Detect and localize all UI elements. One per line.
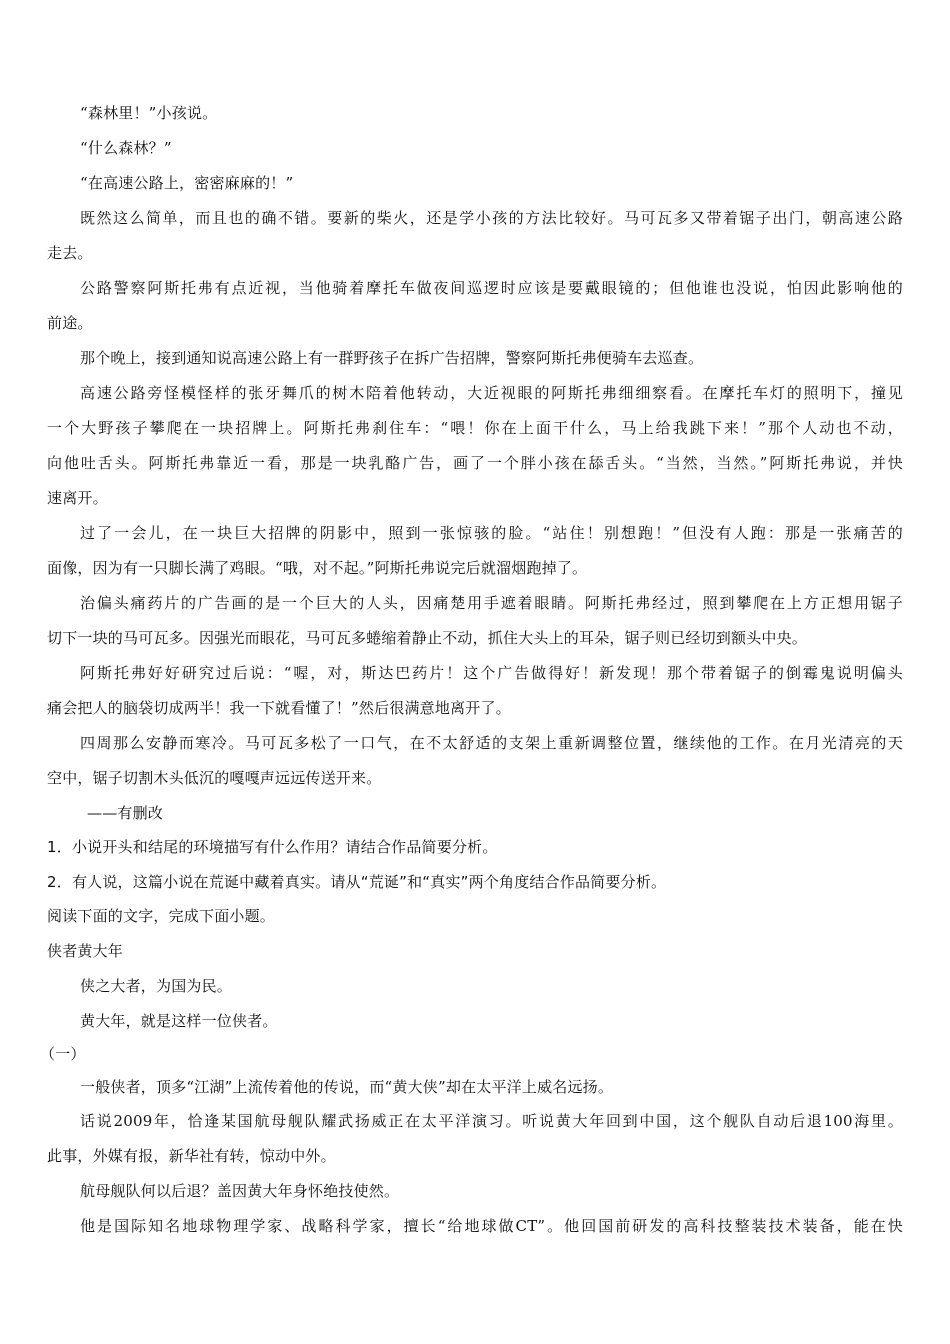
- question-1: 1．小说开头和结尾的环境描写有什么作用？请结合作品简要分析。: [47, 838, 498, 856]
- source-note: ——有删改: [87, 804, 164, 822]
- reading-instruction: 阅读下面的文字，完成下面小题。: [47, 907, 276, 925]
- story-paragraph-line: 过了一会儿，在一块巨大招牌的阴影中，照到一张惊骇的脸。“站住！别想跑！”但没有人跑：那是一张痛苦的: [80, 524, 903, 542]
- passage-title: 侠者黄大年: [47, 942, 124, 960]
- story-paragraph-line: 阿斯托弗好好研究过后说：“喔，对，斯达巴药片！这个广告做得好！新发现！那个带着锯子的倒霉鬼说明偏头: [80, 664, 903, 682]
- passage-line: 侠之大者，为国为民。: [80, 977, 233, 995]
- story-paragraph-line: 痛会把人的脑袋切成两半！我一下就看懂了！”然后很满意地离开了。: [47, 699, 511, 717]
- story-paragraph-line: 一个大野孩子攀爬在一块招牌上。阿斯托弗刹住车：“喂！你在上面干什么，马上给我跳下来！”那个人动也不动，: [47, 419, 903, 437]
- passage-line: 一般侠者，顶多“江湖”上流传着他的传说，而“黄大侠”却在太平洋上威名远扬。: [80, 1078, 614, 1096]
- story-paragraph-line: 既然这么简单，而且也的确不错。要新的柴火，还是学小孩的方法比较好。马可瓦多又带着锯子出门，朝高速公路: [80, 209, 903, 227]
- passage-line: 航母舰队何以后退？盖因黄大年身怀绝技使然。: [80, 1182, 400, 1200]
- story-paragraph-line: 公路警察阿斯托弗有点近视，当他骑着摩托车做夜间巡逻时应该是要戴眼镜的；但他谁也没说，怕因此影响他的: [80, 279, 903, 297]
- story-paragraph-line: 向他吐舌头。阿斯托弗靠近一看，那是一块乳酪广告，画了一个胖小孩在舔舌头。“当然，当然。”阿斯托弗说，并快: [47, 454, 903, 472]
- story-paragraph-line: 那个晚上，接到通知说高速公路上有一群野孩子在拆广告招牌，警察阿斯托弗便骑车去巡查。: [80, 349, 704, 367]
- story-paragraph-line: 空中，锯子切割木头低沉的嘎嘎声远远传送开来。: [47, 769, 382, 787]
- story-paragraph-line: 治偏头痛药片的广告画的是一个巨大的人头，因痛楚用手遮着眼睛。阿斯托弗经过，照到攀爬在上方正想用锯子: [80, 594, 903, 612]
- story-paragraph-line: 面像，因为有一只脚长满了鸡眼。“哦，对不起。”阿斯托弗说完后就溜烟跑掉了。: [47, 559, 588, 577]
- question-2: 2．有人说，这篇小说在荒诞中藏着真实。请从“荒诞”和“真实”两个角度结合作品简要分析。: [47, 873, 667, 891]
- story-paragraph-line: 切下一块的马可瓦多。因强光而眼花，马可瓦多蜷缩着静止不动，抓住大头上的耳朵，锯子则已经切到额头中央。: [47, 629, 808, 647]
- story-paragraph-line: 走去。: [47, 244, 93, 262]
- section-heading: （一）: [40, 1045, 86, 1063]
- story-line: “在高速公路上，密密麻麻的！”: [80, 174, 294, 192]
- passage-line: 他是国际知名地球物理学家、战略科学家，擅长“给地球做CT”。他回国前研发的高科技整装技术装备，能在快: [80, 1217, 903, 1235]
- passage-line: 话说2009年，恰逢某国航母舰队耀武扬威正在太平洋演习。听说黄大年回到中国，这个舰队自动后退100海里。: [80, 1112, 903, 1130]
- story-paragraph-line: 前途。: [47, 314, 93, 332]
- story-paragraph-line: 四周那么安静而寒冷。马可瓦多松了一口气，在不太舒适的支架上重新调整位置，继续他的工作。在月光清亮的天: [80, 734, 903, 752]
- passage-line: 黄大年，就是这样一位侠者。: [80, 1012, 278, 1030]
- story-line: “什么森林？”: [80, 139, 172, 157]
- story-line: “森林里！”小孩说。: [80, 104, 218, 122]
- story-paragraph-line: 高速公路旁怪模怪样的张牙舞爪的树木陪着他转动，大近视眼的阿斯托弗细细察看。在摩托车灯的照明下，撞见: [80, 384, 903, 402]
- story-paragraph-line: 速离开。: [47, 489, 108, 507]
- passage-line: 此事，外媒有报，新华社有转，惊动中外。: [47, 1147, 336, 1165]
